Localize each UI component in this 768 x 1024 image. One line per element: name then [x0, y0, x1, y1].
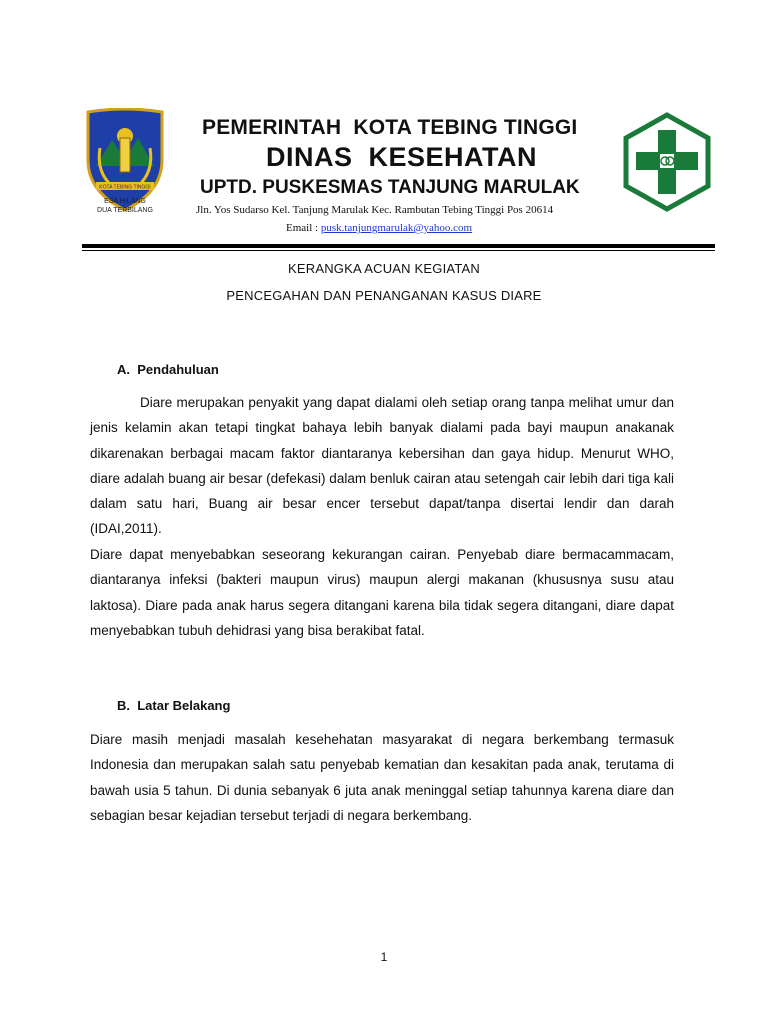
- emblem-ribbon-text: KOTA TEBING TINGGI: [99, 184, 151, 191]
- department-name: DINAS KESEHATAN: [266, 142, 538, 172]
- email-label: Email :: [286, 222, 321, 234]
- letterhead-divider-thick: [82, 244, 715, 248]
- section-b-paragraph-1: Diare masih menjadi masalah kesehehatan masyarakat di negara berkembang termasuk Indonesia dan merupakan salah satu penyebab kematian dan kesakitan pada anak, terutama di bawah usia 5 tahun. Di dunia sebanyak 6 juta anak meninggal setiap tahunnya karena diare dan sebagian besar kejadian tersebut terjadi di negara berkembang.: [90, 732, 674, 823]
- section-a-paragraph-2: Diare dapat menyebabkan seseorang kekurangan cairan. Penyebab diare bermacammacam, diantaranya infeksi (bakteri maupun virus) maupun alergi makanan (khususnya susu atau laktosa). Diare pada anak harus segera ditangani karena bila tidak segera ditangani, diare dapat menyebabkan tubuh dehidrasi yang bisa berakibat fatal.: [90, 547, 674, 638]
- page-number: 1: [380, 950, 388, 964]
- puskesmas-logo-icon: [622, 112, 712, 212]
- address: Jln. Yos Sudarso Kel. Tanjung Marulak Kec. Rambutan Tebing Tinggi Pos 20614: [196, 204, 554, 216]
- document-subtitle: PENCEGAHAN DAN PENANGANAN KASUS DIARE: [226, 288, 542, 303]
- letterhead-divider-thin: [82, 250, 715, 251]
- government-name: PEMERINTAH KOTA TEBING TINGGI: [202, 116, 578, 139]
- motto-line-1: ESA HILANG: [104, 198, 146, 205]
- section-a-paragraph-1: Diare merupakan penyakit yang dapat dialami oleh setiap orang tanpa melihat umur dan jenis kelamin akan tetapi tingkat bahaya lebih banyak dialami pada bayi maupun anakanak dikarenakan berbagai macam faktor diantaranya kebersihan dan gaya hidup. Menurut WHO, diare adalah buang air besar (defekasi) dalam benluk cairan atau setengah cair lebih dari tiga kali dalam satu hari, Buang air besar encer tersebut dapat/tanpa disertai lendir dan darah (IDAI,2011).: [90, 395, 674, 537]
- unit-name: UPTD. PUSKESMAS TANJUNG MARULAK: [200, 177, 580, 198]
- section-a-heading: A. Pendahuluan: [117, 362, 219, 377]
- document-title: KERANGKA ACUAN KEGIATAN: [288, 261, 480, 276]
- section-b-heading: B. Latar Belakang: [117, 698, 231, 713]
- email-line: [286, 222, 472, 234]
- motto-line-2: DUA TERBILANG: [97, 207, 153, 214]
- email-link[interactable]: pusk.tanjungmarulak@yahoo.com: [320, 222, 473, 234]
